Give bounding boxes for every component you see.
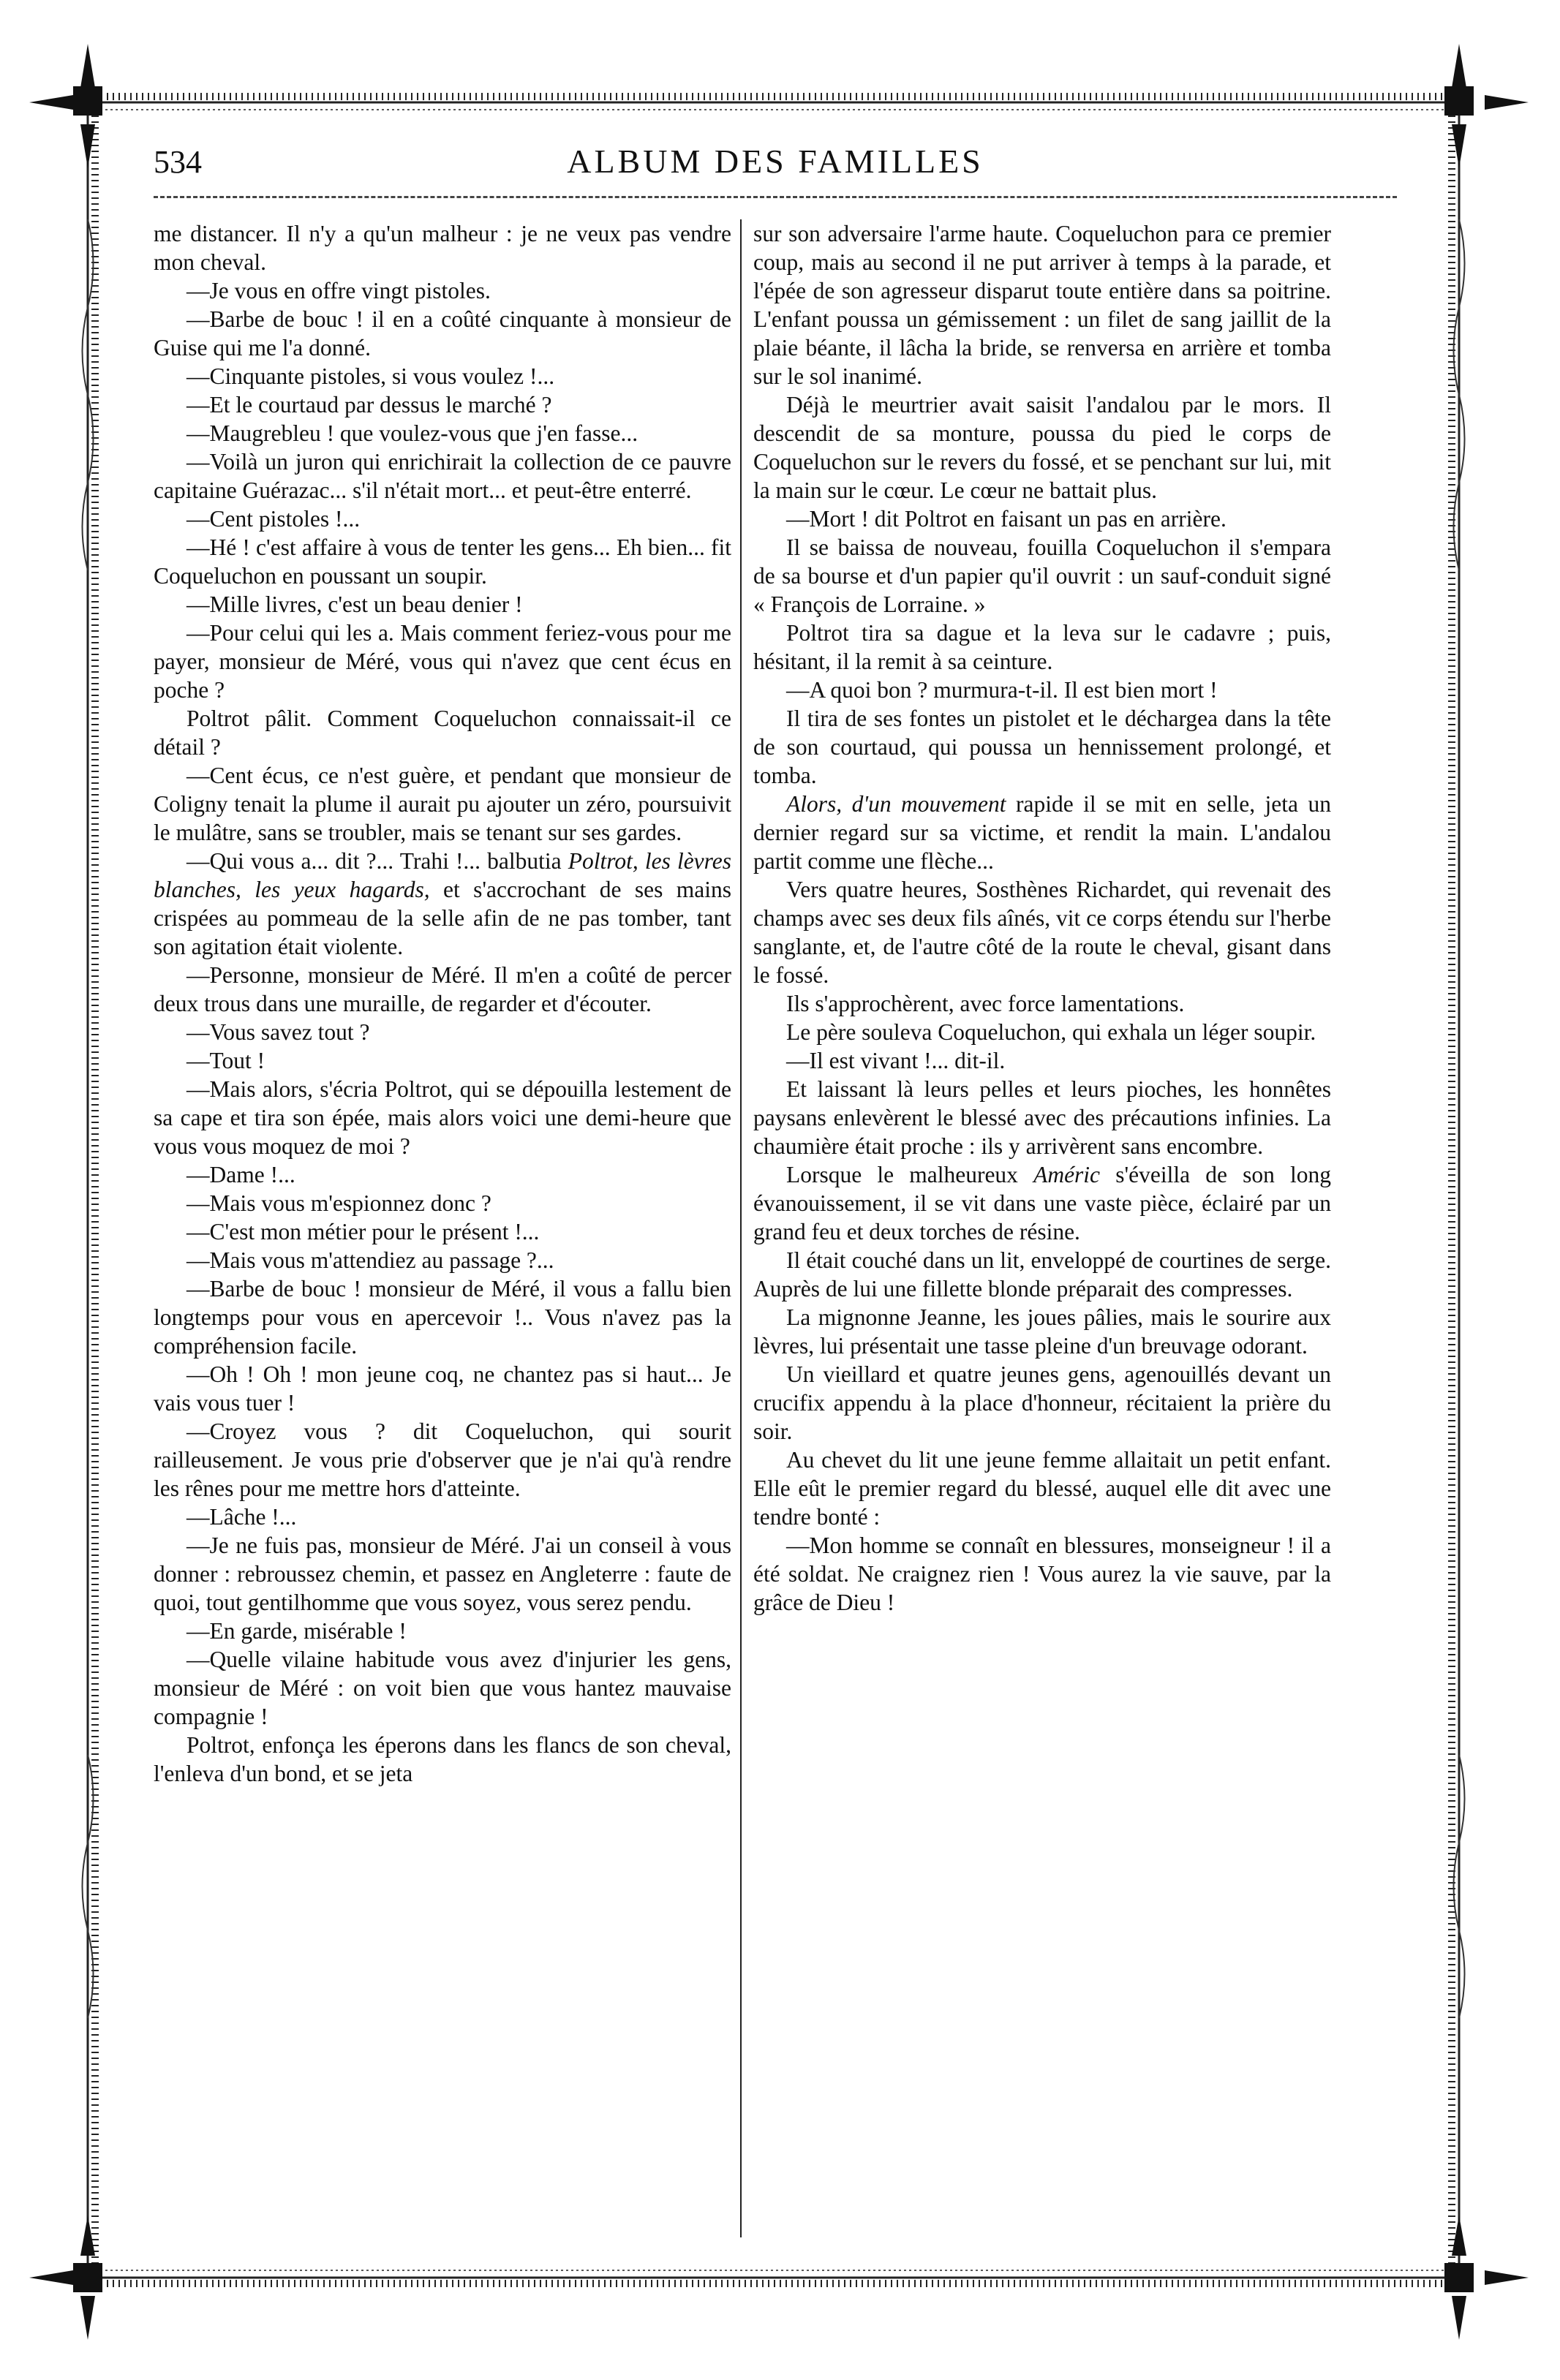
- paragraph-text: —Tout !: [186, 1048, 265, 1073]
- paragraph: [753, 1018, 1331, 1046]
- italic-text: Poltrot, les lèvres blanches, les yeux hagards,: [154, 848, 731, 902]
- paragraph-text: —Mais alors, s'écria Poltrot, qui se dépouilla lestement de sa cape et tira son épée, mais alors voici une demi-heure que vous vous moquez de moi ?: [154, 1076, 731, 1159]
- left-text-column: [154, 219, 731, 1788]
- paragraph: [753, 390, 1331, 505]
- paragraph-text: —Cent pistoles !...: [186, 506, 361, 532]
- paragraph-text: Lorsque le malheureux: [786, 1162, 1034, 1187]
- paragraph: [154, 761, 731, 847]
- paragraph-text: —Maugrebleu ! que voulez-vous que j'en fasse...: [186, 420, 638, 446]
- paragraph: [154, 1018, 731, 1046]
- paragraph-text: —Vous savez tout ?: [186, 1019, 370, 1045]
- paragraph-text: —Qui vous a... dit ?... Trahi !... balbutia: [186, 848, 568, 874]
- paragraph-text: Poltrot tira sa dague et la leva sur le cadavre ; puis, hésitant, il la remit à sa ceinture.: [753, 620, 1331, 674]
- paragraph-text: —Et le courtaud par dessus le marché ?: [186, 392, 552, 418]
- paragraph-text: Le père souleva Coqueluchon, qui exhala un léger soupir.: [786, 1019, 1316, 1045]
- paragraph: [753, 1303, 1331, 1360]
- paragraph: [753, 619, 1331, 676]
- paragraph-text: Déjà le meurtrier avait saisit l'andalou par le mors. Il descendit de sa monture, poussa du pied le corps de Coqueluchon sur le revers du fossé, et se penchant sur lui, mit la main sur le cœur. Le cœur ne battait plus.: [753, 392, 1331, 503]
- header-rule: [154, 196, 1397, 198]
- paragraph-text: —Cinquante pistoles, si vous voulez !...: [186, 363, 555, 389]
- paragraph-text: —Mille livres, c'est un beau denier !: [186, 592, 523, 617]
- paragraph-text: —Hé ! c'est affaire à vous de tenter les gens... Eh bien... fit Coqueluchon en poussant un soupir.: [154, 534, 731, 589]
- paragraph: [154, 362, 731, 390]
- paragraph-text: —Barbe de bouc ! monsieur de Méré, il vous a fallu bien longtemps pour vous en apercevoir !.. Vous n'avez pas la compréhension facile.: [154, 1276, 731, 1359]
- paragraph: [154, 1274, 731, 1360]
- paragraph-text: —Croyez vous ? dit Coqueluchon, qui sourit railleusement. Je vous prie d'observer que je n'ai qu'à rendre les rênes pour me mettre hors d'atteinte.: [154, 1418, 731, 1501]
- paragraph-text: —Barbe de bouc ! il en a coûté cinquante à monsieur de Guise qui me l'a donné.: [154, 306, 731, 360]
- paragraph-text: —Mais vous m'espionnez donc ?: [186, 1190, 491, 1216]
- paragraph-text: —En garde, misérable !: [186, 1618, 407, 1644]
- paragraph-text: Il tira de ses fontes un pistolet et le déchargea dans la tête de son courtaud, qui poussa un hennissement prolongé, et tomba.: [753, 706, 1331, 788]
- paragraph-text: —Je ne fuis pas, monsieur de Méré. J'ai un conseil à vous donner : rebroussez chemin, et passez en Angleterre : faute de quoi, tout gentilhomme que vous soyez, vous serez pendu.: [154, 1533, 731, 1615]
- paragraph-text: et s'accrochant de ses mains crispées au pommeau de la selle afin de ne pas tomber, tant son agitation était violente.: [154, 877, 731, 959]
- paragraph-text: —Il est vivant !... dit-il.: [786, 1048, 1006, 1073]
- paragraph: [753, 1360, 1331, 1446]
- paragraph-text: —Personne, monsieur de Méré. Il m'en a coûté de percer deux trous dans une muraille, de regarder et d'écouter.: [154, 962, 731, 1016]
- italic-text: Améric: [1033, 1162, 1101, 1187]
- paragraph-text: —C'est mon métier pour le présent !...: [186, 1219, 540, 1244]
- paragraph-text: —Oh ! Oh ! mon jeune coq, ne chantez pas si haut... Je vais vous tuer !: [154, 1361, 731, 1416]
- paragraph: [154, 961, 731, 1018]
- paragraph: [154, 1531, 731, 1617]
- paragraph-text: —Voilà un juron qui enrichirait la collection de ce pauvre capitaine Guérazac... s'il n'était mort... et peut-être enterré.: [154, 449, 731, 503]
- paragraph-text: Vers quatre heures, Sosthènes Richardet, qui revenait des champs avec ses deux fils aînés, vit ce corps étendu sur l'herbe sanglante, et, de l'autre côté de la route le cheval, gisant dans le fossé.: [753, 877, 1331, 988]
- paragraph-text: —Quelle vilaine habitude vous avez d'injurier les gens, monsieur de Méré : on voit bien que vous hantez mauvaise compagnie !: [154, 1647, 731, 1729]
- paragraph: [154, 390, 731, 419]
- paragraph: [154, 704, 731, 761]
- paragraph-text: —Cent écus, ce n'est guère, et pendant que monsieur de Coligny tenait la plume il aurait pu ajouter un zéro, poursuivit le mulâtre, sans se troubler, mais se tenant sur ses gardes.: [154, 763, 731, 845]
- paragraph-text: —Lâche !...: [186, 1504, 297, 1530]
- paragraph: [154, 1503, 731, 1531]
- paragraph: [154, 276, 731, 305]
- paragraph: [753, 1246, 1331, 1303]
- paragraph-text: sur son adversaire l'arme haute. Coqueluchon para ce premier coup, mais au second il ne put arriver à temps à la parade, et l'épée de son agresseur disparut toute entière dans sa poitrine. L'enfant poussa un gémissement : un filet de sang jaillit de la plaie béante, il lâcha la bride, se renversa en arrière et tomba sur le sol inanimé.: [753, 221, 1331, 389]
- paragraph-text: Poltrot, enfonça les éperons dans les flancs de son cheval, l'enleva d'un bond, et se jeta: [154, 1732, 731, 1786]
- paragraph: [753, 533, 1331, 619]
- paragraph-text: rapide il se mit en selle, jeta un dernier regard sur sa victime, et rendit la main. L'andalou partit comme une flèche...: [753, 791, 1331, 874]
- paragraph: [154, 1075, 731, 1160]
- paragraph: [154, 1189, 731, 1217]
- paragraph: [154, 419, 731, 447]
- paragraph-text: —Je vous en offre vingt pistoles.: [186, 278, 491, 303]
- paragraph-text: me distancer. Il n'y a qu'un malheur : je ne veux pas vendre mon cheval.: [154, 221, 731, 275]
- page-number: 534: [154, 144, 202, 180]
- paragraph: [753, 704, 1331, 790]
- paragraph: [154, 1617, 731, 1645]
- paragraph: [154, 505, 731, 533]
- column-divider: [740, 219, 742, 2237]
- paragraph: [154, 305, 731, 362]
- paragraph: [154, 1360, 731, 1417]
- paragraph-text: La mignonne Jeanne, les joues pâlies, mais le sourire aux lèvres, lui présentait une tasse pleine d'un breuvage odorant.: [753, 1304, 1331, 1359]
- paragraph: [154, 219, 731, 276]
- paragraph: [753, 676, 1331, 704]
- paragraph-text: Ils s'approchèrent, avec force lamentations.: [786, 991, 1185, 1016]
- paragraph: [753, 790, 1331, 875]
- paragraph: [753, 1160, 1331, 1246]
- italic-text: Alors, d'un mouvement: [786, 791, 1006, 817]
- paragraph: [154, 1160, 731, 1189]
- paragraph: [154, 619, 731, 704]
- page-header: [154, 137, 1397, 196]
- paragraph-text: —Mais vous m'attendiez au passage ?...: [186, 1247, 554, 1273]
- paragraph-text: —Dame !...: [186, 1162, 295, 1187]
- paragraph: [154, 1217, 731, 1246]
- paragraph-text: Un vieillard et quatre jeunes gens, agenouillés devant un crucifix appendu à la place d'honneur, récitaient la prière du soir.: [753, 1361, 1331, 1444]
- paragraph: [154, 1417, 731, 1503]
- paragraph-text: Il était couché dans un lit, enveloppé de courtines de serge. Auprès de lui une fillette blonde préparait des compresses.: [753, 1247, 1331, 1302]
- paragraph-text: —Mort ! dit Poltrot en faisant un pas en arrière.: [786, 506, 1226, 532]
- paragraph: [154, 1645, 731, 1731]
- paragraph: [753, 505, 1331, 533]
- paragraph: [753, 1531, 1331, 1617]
- paragraph: [753, 1075, 1331, 1160]
- paragraph-text: Et laissant là leurs pelles et leurs pioches, les honnêtes paysans enlevèrent le blessé avec des précautions infinies. La chaumière était proche : ils y arrivèrent sans encombre.: [753, 1076, 1331, 1159]
- paragraph: [154, 447, 731, 505]
- right-text-column: [753, 219, 1331, 1617]
- paragraph-text: —Pour celui qui les a. Mais comment feriez-vous pour me payer, monsieur de Méré, vous qui n'avez que cent écus en poche ?: [154, 620, 731, 703]
- running-title: ALBUM DES FAMILLES: [567, 143, 984, 180]
- paragraph: [753, 989, 1331, 1018]
- paragraph-text: —A quoi bon ? murmura-t-il. Il est bien mort !: [786, 677, 1218, 703]
- paragraph-text: s'éveilla de son long évanouissement, il se vit dans une vaste pièce, éclairé par un grand feu et deux torches de résine.: [753, 1162, 1332, 1244]
- paragraph-text: Au chevet du lit une jeune femme allaitait un petit enfant. Elle eût le premier regard du blessé, auquel elle dit avec une tendre bonté :: [753, 1447, 1331, 1530]
- paragraph: [154, 533, 731, 590]
- paragraph: [154, 1731, 731, 1788]
- paragraph-text: Poltrot pâlit. Comment Coqueluchon connaissait-il ce détail ?: [154, 706, 731, 760]
- paragraph: [753, 1446, 1331, 1531]
- paragraph-text: Il se baissa de nouveau, fouilla Coqueluchon il s'empara de sa bourse et d'un papier qu'il ouvrit : un sauf-conduit signé « François de Lorraine. »: [753, 534, 1331, 617]
- paragraph: [753, 219, 1331, 390]
- paragraph: [154, 1246, 731, 1274]
- paragraph: [154, 590, 731, 619]
- paragraph: [154, 847, 731, 961]
- paragraph: [753, 875, 1331, 989]
- paragraph: [154, 1046, 731, 1075]
- paragraph: [753, 1046, 1331, 1075]
- paragraph-text: —Mon homme se connaît en blessures, monseigneur ! il a été soldat. Ne craignez rien ! Vous aurez la vie sauve, par la grâce de Dieu !: [753, 1533, 1331, 1615]
